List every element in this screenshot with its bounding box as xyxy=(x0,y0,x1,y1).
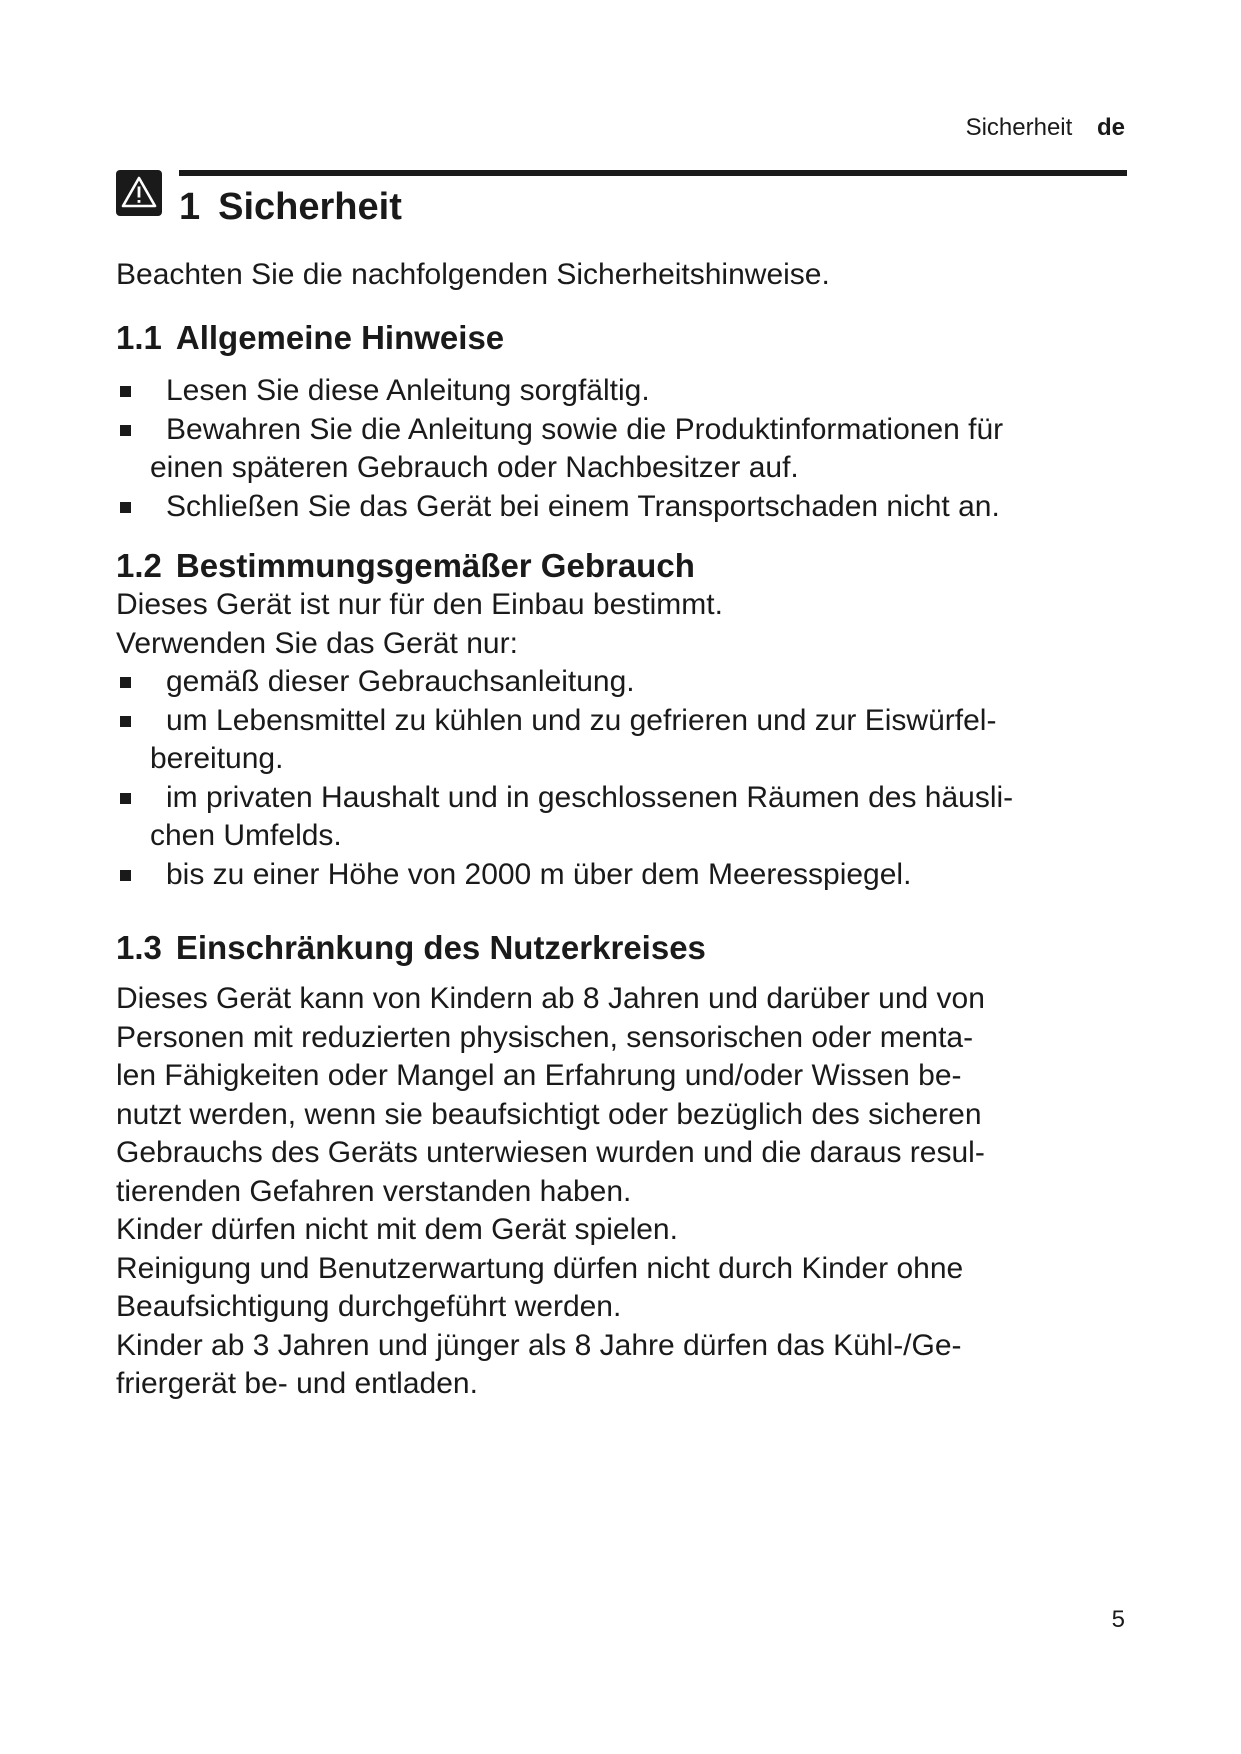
section-number: 1.2 xyxy=(116,547,162,584)
paragraph-line: Verwenden Sie das Gerät nur: xyxy=(116,626,518,660)
chapter-number: 1 xyxy=(179,186,201,228)
section-1-3-body xyxy=(116,980,1146,1404)
running-header xyxy=(966,114,1125,142)
paragraph-line: friergerät be- und entladen. xyxy=(116,1367,478,1400)
paragraph-line: Personen mit reduzierten physischen, sensorischen oder menta- xyxy=(116,1020,974,1054)
paragraph-line: nutzt werden, wenn sie beaufsichtigt oder bezüglich des sicheren xyxy=(116,1097,982,1131)
paragraph-line: tierenden Gefahren verstanden haben. xyxy=(116,1174,632,1208)
paragraph-line: Beaufsichtigung durchgeführt werden. xyxy=(116,1290,622,1323)
list-item xyxy=(116,411,1146,488)
list-item-text: im privaten Haushalt und in geschlossenen Räumen des häusli- xyxy=(166,780,1014,814)
list-item-text-continued: chen Umfelds. xyxy=(150,819,342,852)
section-heading-1-2 xyxy=(116,546,1146,586)
square-bullet-icon xyxy=(120,425,131,436)
bullet-list-general xyxy=(116,372,1146,526)
paragraph-line: Dieses Gerät ist nur für den Einbau bestimmt. xyxy=(116,588,723,621)
section-title: Einschränkung des Nutzerkreises xyxy=(175,929,706,966)
section-heading-1-3 xyxy=(116,928,1146,968)
chapter-title-text: Sicherheit xyxy=(218,186,402,228)
section-number: 1.1 xyxy=(116,319,162,356)
square-bullet-icon xyxy=(120,677,131,688)
list-item-text-continued: einen späteren Gebrauch oder Nachbesitzer auf. xyxy=(150,451,799,484)
list-item xyxy=(116,702,1146,779)
warning-triangle-icon-graphic xyxy=(116,170,162,216)
square-bullet-icon xyxy=(120,502,131,513)
square-bullet-icon xyxy=(120,716,131,727)
paragraph-line: len Fähigkeiten oder Mangel an Erfahrung und/oder Wissen be- xyxy=(116,1059,962,1092)
warning-triangle-icon xyxy=(116,170,162,216)
paragraph-line: Gebrauchs des Geräts unterwiesen wurden und die daraus resul- xyxy=(116,1136,985,1169)
list-item-text: Schließen Sie das Gerät bei einem Transportschaden nicht an. xyxy=(166,489,1000,523)
page-number: 5 xyxy=(1111,1606,1125,1633)
list-item-text: Bewahren Sie die Anleitung sowie die Produktinformationen für xyxy=(166,412,1004,446)
list-item-text: Lesen Sie diese Anleitung sorgfältig. xyxy=(166,374,650,407)
section-number: 1.3 xyxy=(116,929,162,966)
list-item-text: gemäß dieser Gebrauchsanleitung. xyxy=(166,665,635,698)
header-language: de xyxy=(1096,114,1125,141)
header-section-name: Sicherheit xyxy=(965,114,1073,141)
page-content xyxy=(116,256,1146,1404)
square-bullet-icon xyxy=(120,870,131,881)
chapter-rule xyxy=(179,170,1127,176)
section-title: Bestimmungsgemäßer Gebrauch xyxy=(175,547,695,584)
list-item-text: um Lebensmittel zu kühlen und zu gefrieren und zur Eiswürfel- xyxy=(166,703,997,737)
list-item-text-continued: bereitung. xyxy=(150,742,284,775)
chapter-title xyxy=(179,184,402,230)
list-item xyxy=(116,856,1146,895)
section-title: Allgemeine Hinweise xyxy=(175,319,505,356)
list-item xyxy=(116,372,1146,411)
paragraph-line: Kinder dürfen nicht mit dem Gerät spielen. xyxy=(116,1213,678,1246)
bullet-list-intended-use xyxy=(116,663,1146,894)
intro-paragraph: Beachten Sie die nachfolgenden Sicherheitshinweise. xyxy=(116,258,830,291)
square-bullet-icon xyxy=(120,793,131,804)
square-bullet-icon xyxy=(120,386,131,397)
paragraph-line: Reinigung und Benutzerwartung dürfen nicht durch Kinder ohne xyxy=(116,1251,964,1285)
list-item xyxy=(116,663,1146,702)
list-item xyxy=(116,488,1146,527)
list-item xyxy=(116,779,1146,856)
list-item-text: bis zu einer Höhe von 2000 m über dem Meeresspiegel. xyxy=(166,857,912,891)
paragraph-line: Kinder ab 3 Jahren und jünger als 8 Jahre dürfen das Kühl-/Ge- xyxy=(116,1328,962,1362)
paragraph-line: Dieses Gerät kann von Kindern ab 8 Jahren und darüber und von xyxy=(116,982,985,1015)
section-heading-1-1 xyxy=(116,318,1146,358)
